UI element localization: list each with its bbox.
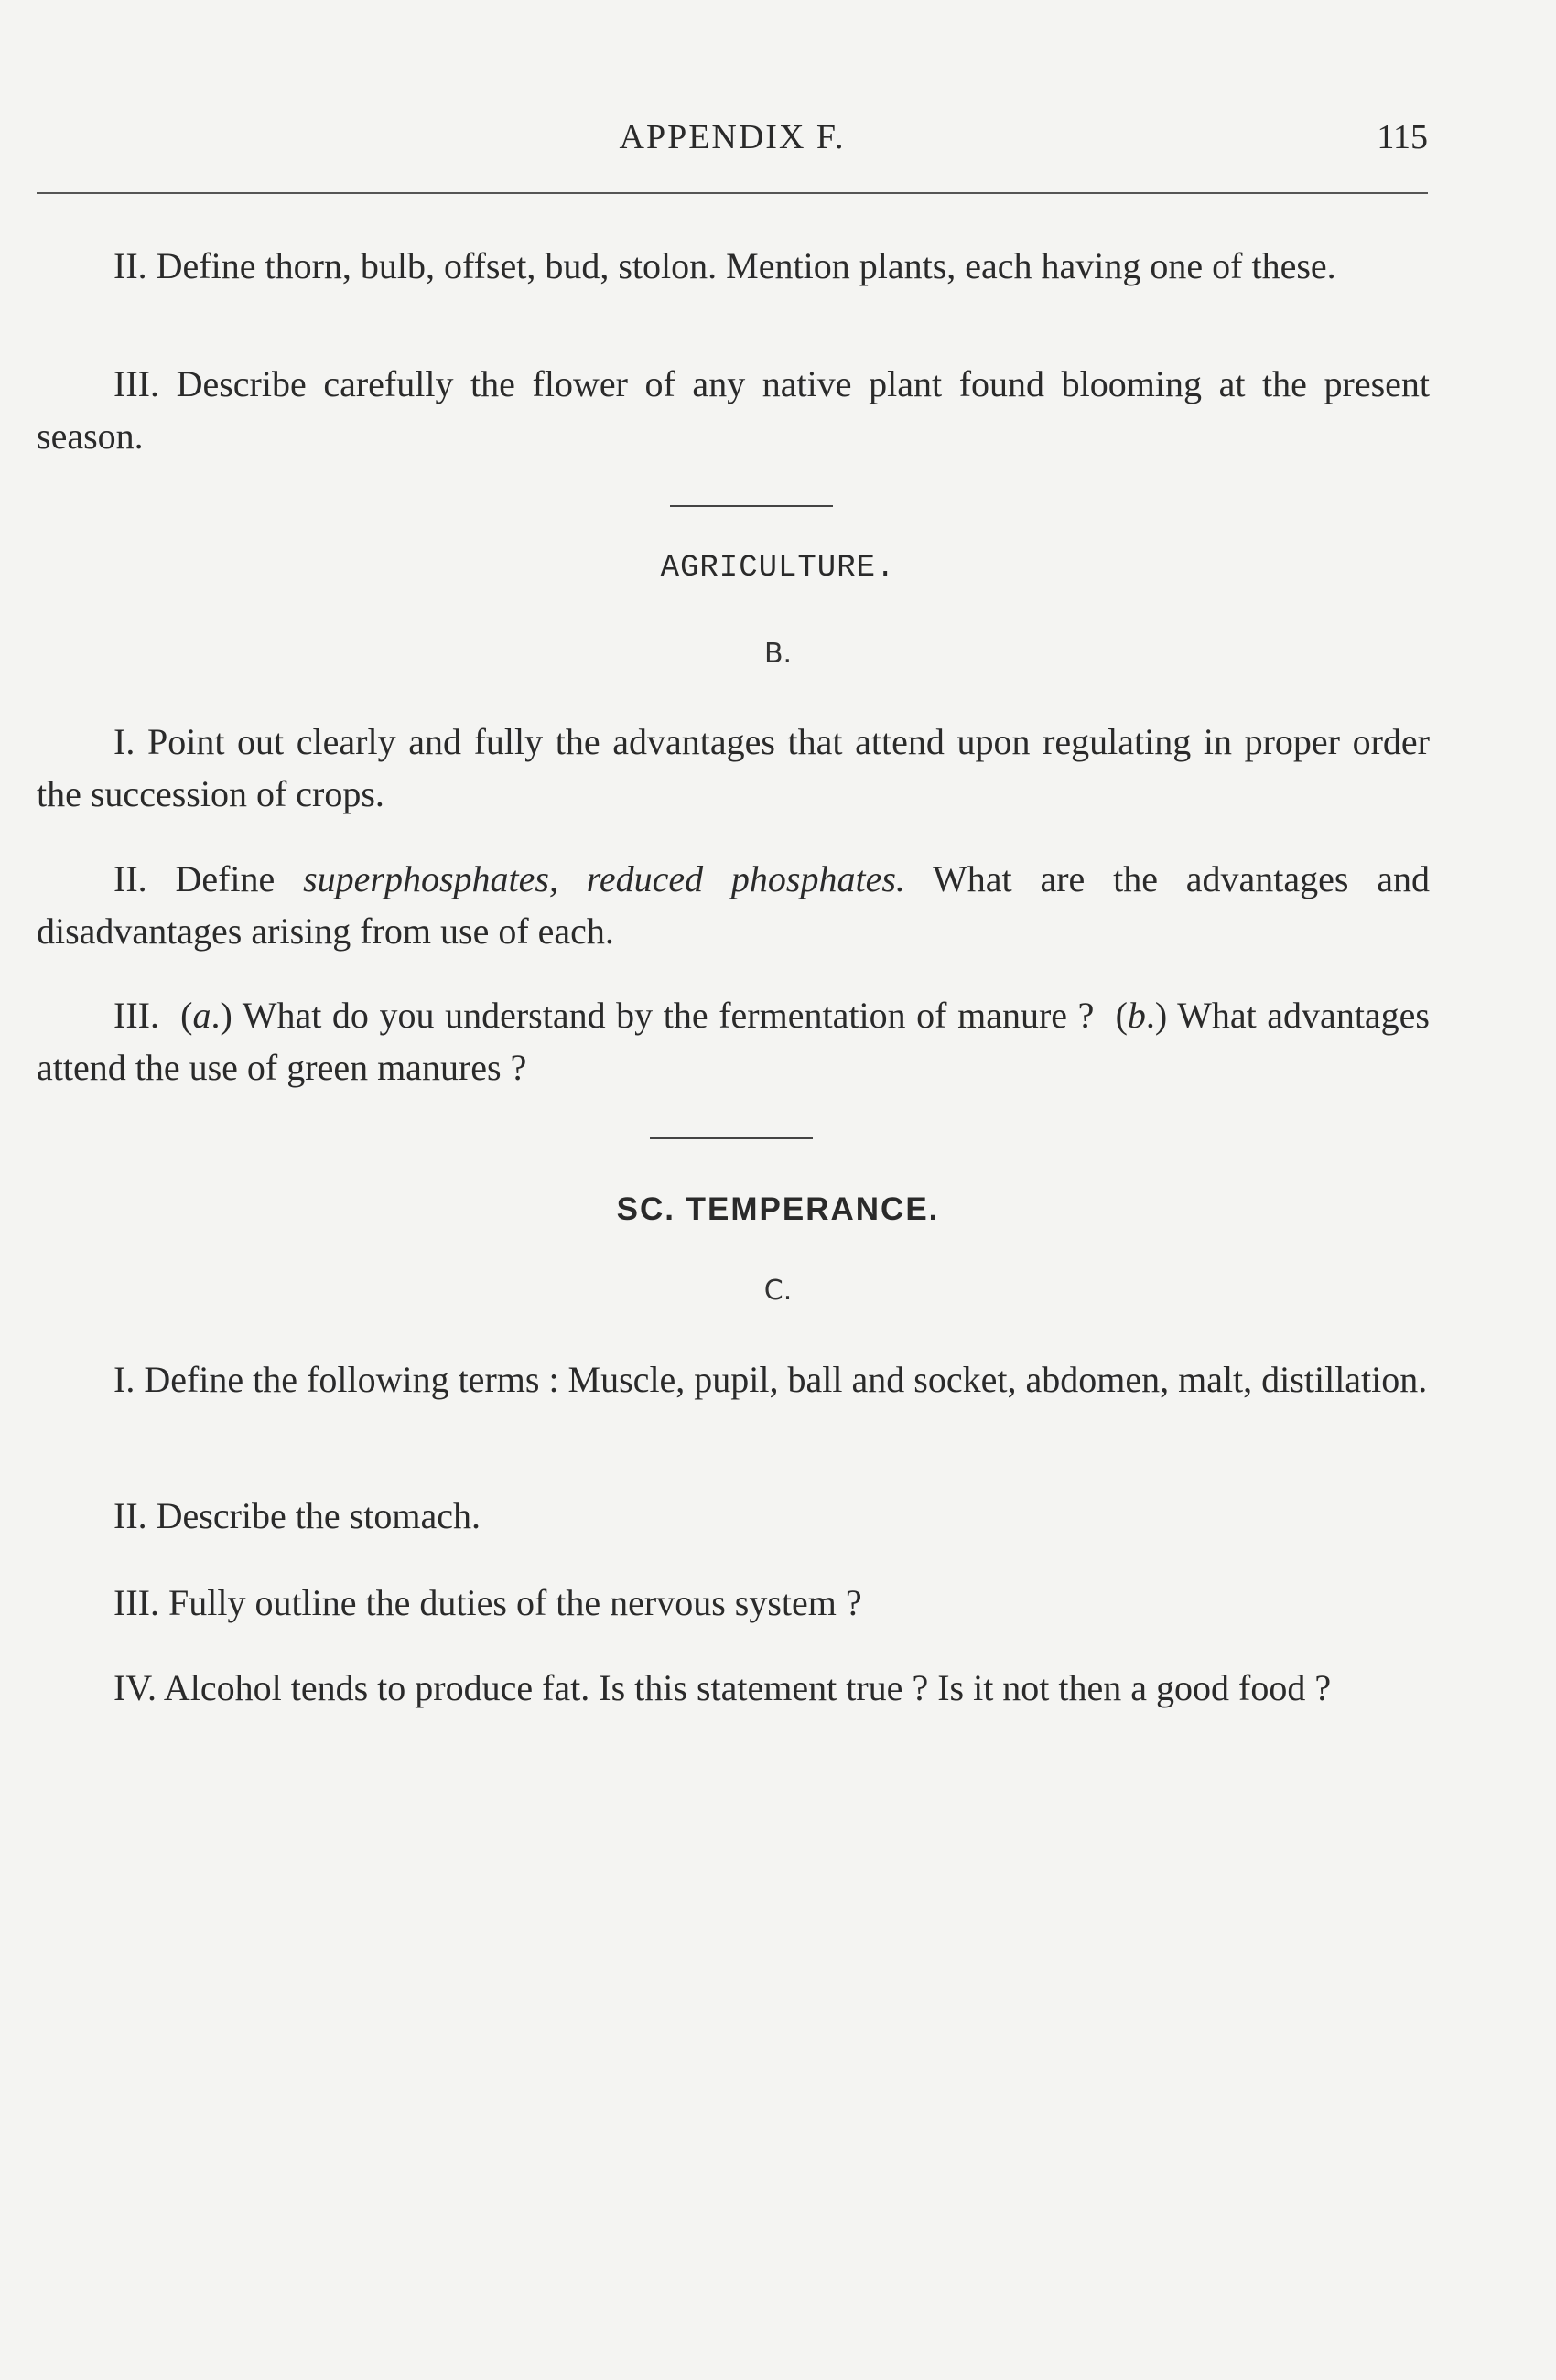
question-number: III. (113, 995, 159, 1036)
question-iv-temperance (37, 1662, 1430, 1714)
section-divider (670, 505, 833, 507)
section-divider (650, 1137, 813, 1139)
section-letter-b: B. (763, 638, 793, 670)
page-number: 115 (1377, 118, 1428, 156)
question-number: III. (113, 1582, 159, 1623)
question-text-pre: Define (175, 858, 276, 899)
question-text: Alcohol tends to produce fat. Is this statement true ? Is it not then a good food ? (163, 1667, 1332, 1708)
subpart-b-label: (b.) (1115, 995, 1168, 1036)
question-text: Describe the stomach. (156, 1495, 481, 1536)
question-iii-agriculture (37, 989, 1430, 1093)
question-ii-botany (37, 240, 1430, 292)
question-number: II. (113, 245, 147, 286)
question-text: Describe carefully the flower of any native plant found blooming at the present season. (37, 363, 1431, 457)
question-italic-terms: superphosphates, reduced phosphates. (303, 858, 905, 899)
running-header (37, 117, 1428, 163)
question-number: I. (113, 1359, 135, 1400)
subpart-b-text: What advantages attend the use of green manures ? (37, 995, 1431, 1088)
question-i-agriculture (37, 716, 1430, 820)
header-rule (37, 192, 1428, 194)
question-number: II. (113, 1495, 147, 1536)
subpart-a-text: What do you understand by the fermentation of manure ? (242, 995, 1095, 1036)
question-text: Fully outline the duties of the nervous system ? (167, 1582, 862, 1623)
section-title-agriculture: AGRICULTURE. (660, 551, 896, 586)
header-title: APPENDIX F. (619, 118, 846, 156)
subpart-a-label: (a.) (180, 995, 232, 1036)
question-ii-temperance (37, 1490, 1430, 1542)
question-i-temperance (37, 1353, 1430, 1405)
question-iii-botany (37, 358, 1430, 462)
question-number: IV. (113, 1667, 157, 1708)
question-iii-temperance (37, 1577, 1430, 1629)
question-number: I. (113, 721, 135, 762)
question-ii-agriculture (37, 853, 1430, 957)
question-text: Define the following terms : Muscle, pupil, ball and socket, abdomen, malt, distillation. (144, 1359, 1428, 1400)
question-number: II. (113, 858, 147, 899)
question-text: Define thorn, bulb, offset, bud, stolon. Mention plants, each having one of these. (156, 245, 1336, 286)
section-title-temperance: SC. TEMPERANCE. (616, 1191, 940, 1227)
question-text: Point out clearly and fully the advantages that attend upon regulating in proper order the succession of crops. (37, 721, 1431, 814)
question-number: III. (113, 363, 159, 404)
section-letter-c: C. (763, 1275, 793, 1307)
question-text-post: What are the advantages and disadvantages arising from use of each. (37, 858, 1431, 952)
